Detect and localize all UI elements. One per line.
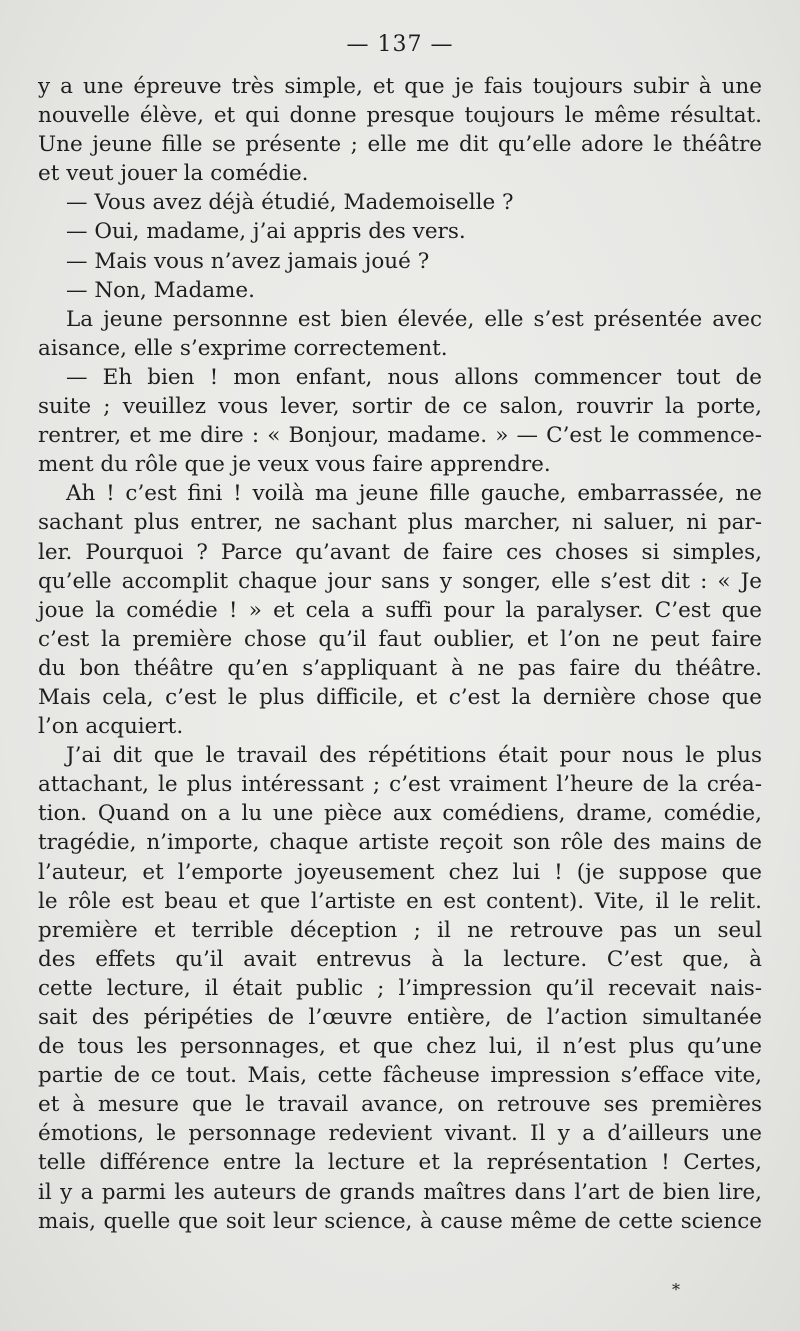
body-text [38, 72, 762, 1236]
text-line: de tous les personnages, et que chez lui, il n’est plus qu’une [38, 1034, 762, 1060]
text-line: — Eh bien ! mon enfant, nous allons commencer tout de [66, 364, 762, 390]
text-line: — Mais vous n’avez jamais joué ? [66, 248, 430, 274]
text-line: Une jeune fille se présente ; elle me dit qu’elle adore le théâtre [38, 132, 762, 158]
text-line: J’ai dit que le travail des répétitions était pour nous le plus [66, 743, 762, 769]
text-line: l’on acquiert. [38, 714, 184, 740]
text-line: du bon théâtre qu’en s’appliquant à ne pas faire du théâtre. [38, 655, 762, 681]
text-line: rentrer, et me dire : « Bonjour, madame. » — C’est le commence- [38, 423, 762, 449]
text-line: joue la comédie ! » et cela a suffi pour la paralyser. C’est que [38, 597, 762, 623]
text-line: La jeune personnne est bien élevée, elle s’est présentée avec [66, 306, 762, 332]
text-line: tragédie, n’importe, chaque artiste reçoit son rôle des mains de [38, 830, 762, 856]
text-line: des effets qu’il avait entrevus à la lecture. C’est que, à [38, 946, 762, 972]
text-line: — Non, Madame. [66, 277, 255, 303]
text-line: — Oui, madame, j’ai appris des vers. [66, 219, 466, 245]
text-line: attachant, le plus intéressant ; c’est vraiment l’heure de la créa- [38, 772, 762, 798]
text-line: tion. Quand on a lu une pièce aux comédiens, drame, comédie, [38, 801, 762, 827]
text-line: telle différence entre la lecture et la représentation ! Certes, [38, 1150, 762, 1176]
text-line: ment du rôle que je veux vous faire apprendre. [38, 452, 551, 478]
text-line: première et terrible déception ; il ne retrouve pas un seul [38, 917, 762, 943]
text-line: c’est la première chose qu’il faut oublier, et l’on ne peut faire [38, 626, 762, 652]
text-line: y a une épreuve très simple, et que je fais toujours subir à une [38, 74, 762, 99]
footer-signature-mark: * [672, 1280, 680, 1299]
text-line: cette lecture, il était public ; l’impression qu’il recevait nais- [38, 975, 762, 1001]
text-line: et veut jouer la comédie. [38, 161, 309, 187]
page-number: — 137 — [346, 32, 454, 57]
text-line: ler. Pourquoi ? Parce qu’avant de faire ces choses si simples, [38, 539, 762, 565]
text-line: émotions, le personnage redevient vivant. Il y a d’ailleurs une [38, 1121, 762, 1147]
text-line: Ah ! c’est fini ! voilà ma jeune fille gauche, embarrassée, ne [66, 481, 762, 507]
text-line: — Vous avez déjà étudié, Mademoiselle ? [66, 190, 514, 216]
text-line: mais, quelle que soit leur science, à cause même de cette science [38, 1208, 762, 1234]
text-line: suite ; veuillez vous lever, sortir de ce salon, rouvrir la porte, [38, 394, 762, 420]
text-line: le rôle est beau et que l’artiste en est content). Vite, il le relit. [38, 888, 762, 914]
text-line: et à mesure que le travail avance, on retrouve ses premières [38, 1092, 762, 1118]
text-line: nouvelle élève, et qui donne presque toujours le même résultat. [38, 103, 762, 129]
text-line: partie de ce tout. Mais, cette fâcheuse impression s’efface vite, [38, 1063, 762, 1089]
text-line: Mais cela, c’est le plus difficile, et c’est la dernière chose que [38, 684, 762, 710]
text-line: sachant plus entrer, ne sachant plus marcher, ni saluer, ni par- [38, 510, 762, 536]
text-line: sait des péripéties de l’œuvre entière, de l’action simultanée [38, 1005, 762, 1030]
text-line: l’auteur, et l’emporte joyeusement chez lui ! (je suppose que [38, 859, 762, 885]
text-line: il y a parmi les auteurs de grands maîtres dans l’art de bien lire, [38, 1179, 762, 1205]
text-line: qu’elle accomplit chaque jour sans y songer, elle s’est dit : « Je [38, 568, 762, 594]
text-line: aisance, elle s’exprime correctement. [38, 335, 448, 361]
